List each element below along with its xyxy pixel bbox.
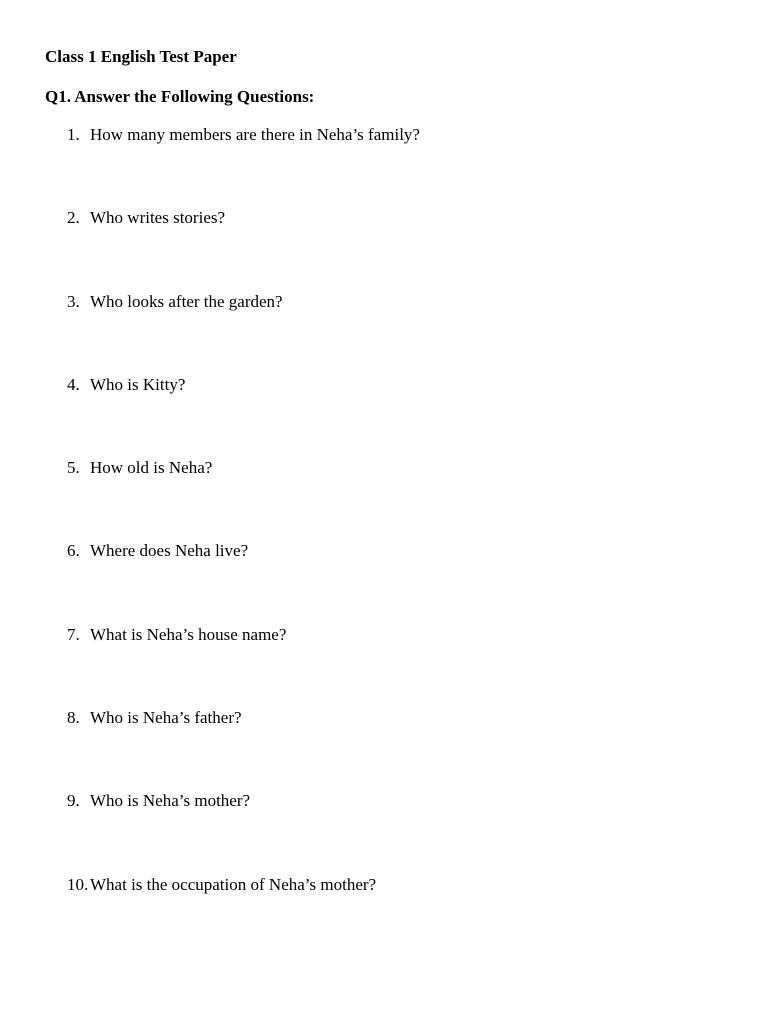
- question-text: How many members are there in Neha’s family?: [90, 125, 420, 144]
- question-text: Who writes stories?: [90, 208, 226, 228]
- question-item-7: [0, 624, 768, 707]
- question-item-10: [0, 874, 768, 957]
- question-text: Who is Neha’s mother?: [90, 791, 251, 811]
- question-item-5: [0, 457, 768, 540]
- question-item-4: [0, 374, 768, 457]
- question-number: 1.: [67, 125, 80, 144]
- question-number: 4.: [67, 374, 80, 394]
- question-number: 2.: [67, 208, 80, 228]
- question-text: Who is Neha’s father?: [90, 708, 242, 728]
- question-item-9: [0, 790, 768, 873]
- question-text: How old is Neha?: [90, 458, 213, 478]
- question-text: What is Neha’s house name?: [90, 624, 287, 644]
- question-number: 9.: [67, 791, 80, 811]
- question-number: 8.: [67, 708, 80, 728]
- question-text: Where does Neha live?: [90, 541, 249, 561]
- question-text: Who looks after the garden?: [90, 291, 283, 311]
- question-number: 7.: [67, 624, 80, 644]
- section-heading: Q1. Answer the Following Questions:: [45, 87, 315, 106]
- question-number: 6.: [67, 541, 80, 561]
- question-item-3: [0, 291, 768, 374]
- question-number: 3.: [67, 291, 80, 311]
- question-text: What is the occupation of Neha’s mother?: [90, 874, 377, 894]
- question-list: [0, 124, 768, 957]
- question-item-6: [0, 540, 768, 623]
- question-item-2: [0, 207, 768, 290]
- page-title: Class 1 English Test Paper: [45, 47, 237, 66]
- question-text: Who is Kitty?: [90, 374, 186, 394]
- question-item-1: [0, 124, 768, 207]
- question-number: 5.: [67, 458, 80, 478]
- question-number: 10.: [67, 874, 89, 894]
- question-item-8: [0, 707, 768, 790]
